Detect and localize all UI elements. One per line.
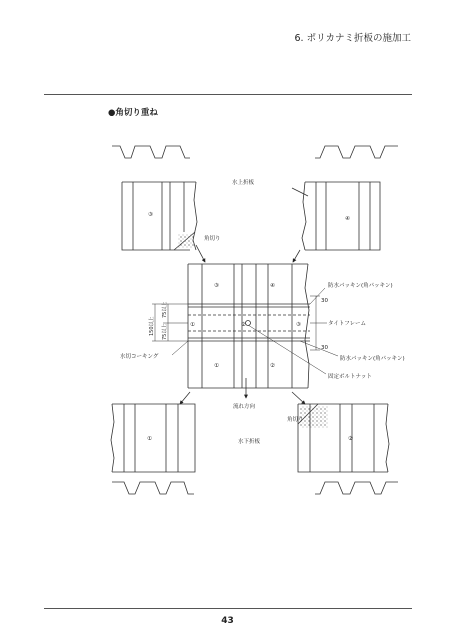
marker-3-top: ③: [148, 212, 153, 218]
panel-bottom-left: [112, 404, 195, 472]
label-frame: タイトフレーム: [328, 321, 367, 327]
dim-gap-top: 30: [321, 298, 328, 304]
section-title: ●角切り重ね: [108, 108, 158, 118]
profile-top-left: [112, 146, 190, 158]
label-top-panel: 水上折板: [232, 180, 255, 186]
bolt-symbol: [246, 321, 251, 326]
marker-frame-3: ③: [296, 322, 301, 328]
dim-overall: 150以上: [149, 316, 155, 336]
marker-3-mid: ③: [214, 283, 219, 289]
label-gasket-2: 防水パッキン(角パッキン): [340, 356, 405, 362]
marker-4-top: ④: [345, 216, 350, 222]
chapter-header: 6. ポリカナミ折板の施加工: [294, 33, 411, 44]
label-bolt: 固定ボルトナット: [328, 374, 372, 380]
footer-rule: [44, 608, 412, 609]
label-gasket-1: 防水パッキン(角パッキン): [328, 283, 393, 289]
label-corner-cut-bottom: 角切り: [287, 417, 304, 423]
profile-bottom-left: [112, 482, 194, 494]
marker-2-bottom: ②: [348, 436, 353, 442]
dim-lower: 75以上: [162, 323, 168, 340]
marker-2-mid: ②: [270, 363, 275, 369]
dim-upper: 75以上: [162, 301, 168, 318]
profile-top-right: [315, 146, 398, 158]
label-corner-cut-top: 角切り: [204, 236, 221, 242]
marker-1-mid: ①: [214, 363, 219, 369]
marker-frame-1: ①: [190, 322, 195, 328]
dim-gap-bottom: 30: [321, 345, 328, 351]
page-number: 43: [221, 616, 234, 626]
label-bottom-panel: 水下折板: [238, 439, 261, 445]
assembly-outline: [188, 264, 308, 388]
marker-frame-2: ②: [241, 322, 246, 328]
marker-4-mid: ④: [270, 283, 275, 289]
label-flow: 流れ方向: [233, 404, 256, 410]
label-caulk: 水切コーキング: [120, 354, 159, 360]
profile-bottom-right: [315, 482, 398, 494]
marker-1-bottom: ①: [147, 436, 152, 442]
